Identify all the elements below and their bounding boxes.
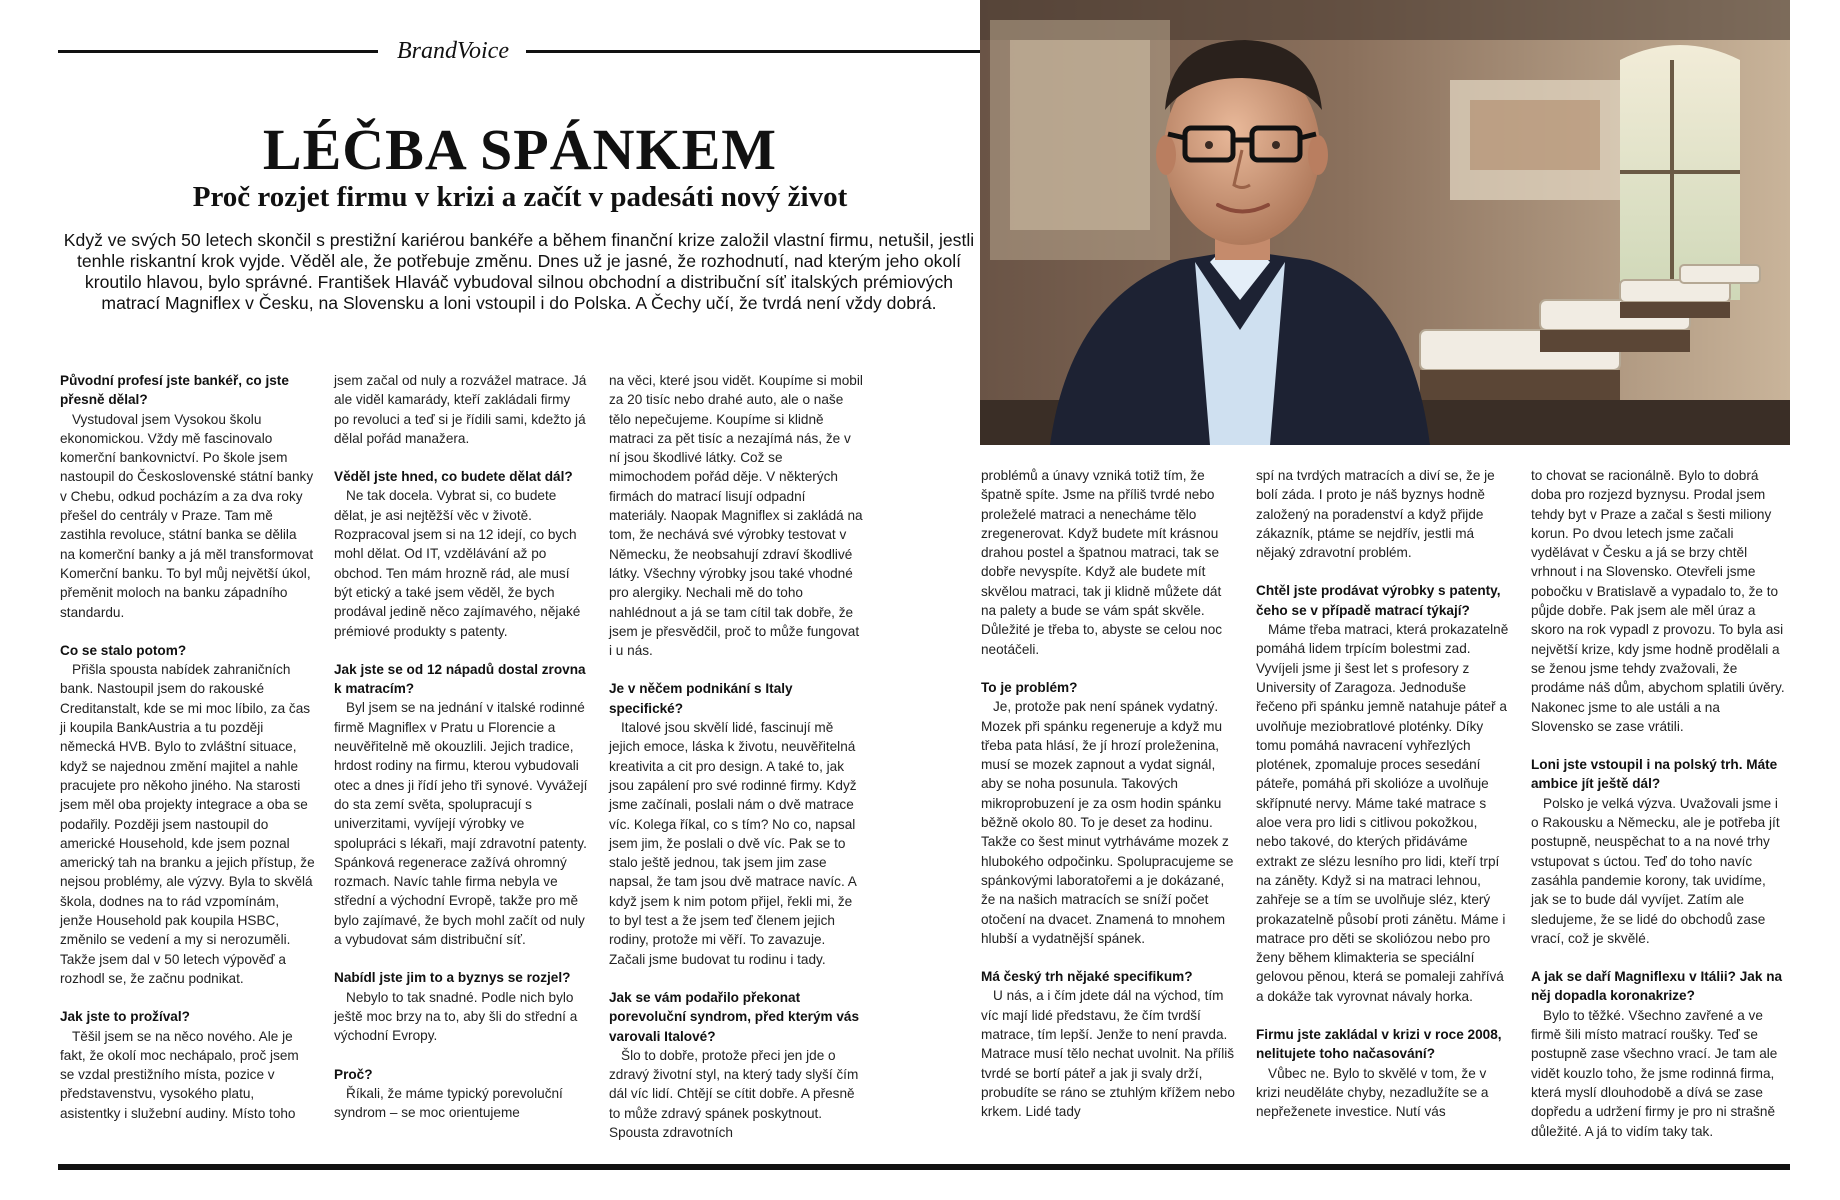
- answer-paragraph: spí na tvrdých matracích a diví se, že je bolí záda. I proto je náš byznys hodně založený na poradenství a když přijde zákazník, ptáme se nejdřív, jestli má nějaký zdravotní problém.: [1256, 468, 1495, 561]
- question-heading: Co se stalo potom?: [60, 642, 187, 658]
- question-heading: Jak jste to prožíval?: [60, 1009, 190, 1025]
- article-lead: Když ve svých 50 letech skončil s prestižní kariérou bankéře a během finanční krize založil vlastní firmu, netušil, jestli tenhle riskantní krok vyjde. Věděl ale, že potřebuje změnu. Dnes už je jasné, že rozhodnutí, nad kterým jeho okolí kroutilo hlavou, bylo správné. František Hlaváč vybudoval silnou obchodní a distribuční síť italských prémiových matrací Magniflex v Česku, na Slovensku a loni vstoupil i do Polska. A Čechy učí, že tvrdá není vždy dobrá.: [63, 230, 975, 313]
- answer-paragraph: Italové jsou skvělí lidé, fascinují mě jejich emoce, láska k životu, neuvěřitelná kreativita a cit pro design. A také to, jak jsou zapálení pro své rodinné firmy. Když jsme začínali, poslali nám o dvě matrace víc. Kolega říkal, co s tím? No co, napsal jsem jim, že poslali o dvě víc. Pak se to stalo ještě jednou, tak jsem jim zase napsal, že tam jsou dvě matrace navíc. A když jsem k nim potom přijel, řekli mi, že to byl test a že jsem teď členem jejich rodiny, protože mi věří. To zavazuje. Začali jsme budovat tu rodinu i tady.: [609, 720, 857, 967]
- answer-paragraph: Vystudoval jsem Vysokou školu ekonomickou. Vždy mě fascinovalo komerční bankovnictví. Po škole jsem nastoupil do Československé státní banky v Chebu, odkud pocházím a za dva roky přešel do centrály v Praze. Tam mě zastihla revoluce, státní banka se dělila na komerční banky a já měl transformovat Komerční banku. To byl můj největší úkol, přeměnit moloch na banku západního standardu.: [60, 411, 314, 620]
- answer-paragraph: Vůbec ne. Bylo to skvělé v tom, že v krizi neuděláte chyby, nezadlužíte se a nepřeženete investice. Nutí vás: [1256, 1065, 1489, 1120]
- text-column-2: [334, 371, 589, 1122]
- text-column-6: [1531, 466, 1786, 1141]
- question-heading: Chtěl jste prodávat výrobky s patenty, čeho se v případě matrací týkají?: [1256, 583, 1501, 618]
- question-heading: Věděl jste hned, co budete dělat dál?: [334, 469, 573, 485]
- answer-paragraph: Byl jsem se na jednání v italské rodinné firmě Magniflex v Pratu u Florencie a neuvěřitelně mě okouzlili. Jejich tradice, hrdost rodiny na firmu, kterou vybudovali otec a dnes ji řídí jeho tři synové. Vyvážejí do sta zemí světa, spolupracují s univerzitami, vyvíjejí výrobky ve spolupráci s lékaři, mají zdravotní patenty. Spánková regenerace zažívá ohromný rozmach. Navíc tahle firma nebyla ve střední a východní Evropě, takže pro mě bylo zajímavé, že bych mohl začít od nuly a vybudovat sám distribuční síť.: [334, 700, 588, 948]
- answer-paragraph: Ne tak docela. Vybrat si, co budete dělat, je asi nejtěžší věc v životě. Rozpracoval jsem si na 12 idejí, co bych mohl dělat. Od IT, vzdělávání až po obchod. Ten mám hrozně rád, ale musí být etický a také jsem věděl, že bych prodával jedině něco zajímavého, nějaké prémiové produkty s patenty.: [334, 488, 581, 639]
- question-heading: Loni jste vstoupil i na polský trh. Máte ambice jít ještě dál?: [1531, 757, 1778, 792]
- bottom-rule: [58, 1164, 1790, 1170]
- article-subtitle: Proč rozjet firmu v krizi a začít v padesáti nový život: [192, 181, 848, 213]
- question-heading: Firmu jste zakládal v krizi v roce 2008, nelitujete toho načasování?: [1256, 1027, 1502, 1062]
- brandvoice-label: BrandVoice: [397, 38, 509, 64]
- answer-paragraph: jsem začal od nuly a rozvážel matrace. Já ale viděl kamarády, kteří zakládali firmy po revoluci a teď si je řídili sami, kdežto já dělal pořád manažera.: [334, 373, 587, 446]
- question-heading: Původní profesí jste bankéř, co jste přesně dělal?: [60, 373, 289, 408]
- question-heading: Má český trh nějaké specifikum?: [981, 969, 1193, 985]
- portrait-photo: [980, 0, 1790, 445]
- answer-paragraph: Bylo to těžké. Všechno zavřené a ve firmě šili místo matrací roušky. Teď se postupně zase všechno vrací. Je tam ale vidět kouzlo toho, že jsme rodinná firma, která myslí dlouhodobě a dívá se zase dopředu a udržení firmy je pro ni strašně důležité. A já to vidím taky tak.: [1531, 1007, 1778, 1139]
- answer-paragraph: Šlo to dobře, protože přeci jen jde o zdravý životní styl, na který tady slyší čím dál víc lidí. Chtějí se cítit dobře. A přesně to může zdravý spánek poskytnout. Spousta zdravotních: [609, 1047, 859, 1140]
- text-column-1: [60, 371, 315, 1123]
- header-rule-left: [58, 50, 378, 53]
- answer-paragraph: Přišla spousta nabídek zahraničních bank. Nastoupil jsem do rakouské Creditanstalt, kde se mi moc líbilo, za čas ji koupila BankAustria a tu později německá HVB. Bylo to zvláštní situace, když se najednou změní majitel a nahle pracujete pro někoho jiného. Na starosti jsem měl oba projekty integrace a oba se podařily. Později jsem nastoupil do americké Household, kde jsem poznal americký tah na branku a jejich přístup, že nejsou problémy, ale výzvy. Byla to skvělá škola, dodnes na to rád vzpomínám, jenže Household pak koupila HSBC, změnilo se vedení a my si nerozuměli. Takže jsem dal v 50 letech výpověď a rozhodl se, že začnu podnikat.: [60, 662, 315, 986]
- answer-paragraph: Je, protože pak není spánek vydatný. Mozek při spánku regeneruje a když mu třeba pata hlásí, že jí hrozí proleženina, musí se mozek zapnout a vydat signál, aby se noha posunula. Takových mikroprobuzení je za osm hodin spánku běžně okolo 80. To je deset za hodinu. Takže co šest minut vytrháváme mozek z hlubokého odpočinku. Spolupracujeme se spánkovými laboratořemi a je dokázané, že na našich matracích se sníží počet otočení na dvacet. Znamená to mnohem hlubší a vydatnější spánek.: [981, 699, 1234, 946]
- answer-paragraph: problémů a únavy vzniká totiž tím, že špatně spíte. Jsme na příliš tvrdé nebo proleželé matraci a nenecháme tělo zregenerovat. Když budete mít krásnou drahou postel a špatnou matraci, tak se dobře nevyspíte. Když ale budete mít skvělou matraci, tak ji klidně můžete dát na palety a bude se vám spát skvěle. Důležité je třeba to, abyste se celou noc neotáčeli.: [981, 468, 1223, 657]
- question-heading: A jak se daří Magniflexu v Itálii? Jak na něj dopadla koronakrize?: [1531, 969, 1783, 1004]
- text-column-4: [981, 466, 1236, 1122]
- question-heading: Jak jste se od 12 nápadů dostal zrovna k matracím?: [334, 661, 586, 697]
- article-title: LÉČBA SPÁNKEM: [262, 117, 778, 182]
- question-heading: Nabídl jste jim to a byznys se rozjel?: [334, 970, 571, 986]
- question-heading: To je problém?: [981, 679, 1078, 695]
- question-heading: Proč?: [334, 1066, 373, 1082]
- answer-paragraph: na věci, které jsou vidět. Koupíme si mobil za 20 tisíc nebo drahé auto, ale o naše tělo nepečujeme. Koupíme si klidně matraci za pět tisíc a nezajímá nás, že v ní jsou škodlivé látky. Což se mimochodem pořád děje. V některých firmách do matrací lisují odpadní materiály. Naopak Magniflex si zakládá na tom, že nechává své výrobky testovat v Německu, že neobsahují zdraví škodlivé látky. Všechny výrobky jsou také vhodné pro alergiky. Nechali mě do toho nahlédnout a já se tam cítil tak dobře, že jsem je přesvědčil, proč to může fungovat i u nás.: [609, 373, 863, 659]
- answer-paragraph: Polsko je velká výzva. Uvažovali jsme i o Rakousku a Německu, ale je potřeba jít postupně, neuspěchat to a na nové trhy vstupovat s úctou. Teď do toho navíc zasáhla pandemie korony, tak uvidíme, jak se to bude dál vyvíjet. Zatím ale sledujeme, že se lidé do obchodů zase vrací, což je skvělé.: [1531, 795, 1780, 946]
- text-column-5: [1256, 466, 1511, 1122]
- answer-paragraph: U nás, a i čím jdete dál na východ, tím víc mají lidé představu, že čím tvrdší matrace, tím lepší. Jenže to není pravda. Matrace musí tělo nechat uvolnit. Na příliš tvrdé se bortí páteř a jak ji svaly drží, probudíte se ráno se ztuhlým křížem nebo krkem. Lidé tady: [981, 988, 1235, 1120]
- answer-paragraph: Nebylo to tak snadné. Podle nich bylo ještě moc brzy na to, aby šli do střední a východní Evropy.: [334, 989, 578, 1044]
- text-column-3: [609, 371, 864, 1142]
- header-rule-right: [526, 50, 980, 53]
- brandvoice-header: [58, 38, 980, 64]
- answer-paragraph: Těšil jsem se na něco nového. Ale je fakt, že okolí moc nechápalo, proč jsem se vzdal prestižního místa, pozice v představenstvu, vysokého platu, asistentky i služební audiny. Místo toho: [60, 1028, 299, 1121]
- answer-paragraph: to chovat se racionálně. Bylo to dobrá doba pro rozjezd byznysu. Prodal jsem tehdy byt v Praze a začal s šesti miliony korun. Po dvou letech jsme začali vydělávat v Česku a já se brzy chtěl vrhnout i na Slovensko. Otevřeli jsme pobočku v Bratislavě a vypadalo to, že to půjde dobře. Pak jsem ale měl úraz a skoro na rok vypadl z provozu. To byla asi největší krize, kdy jsme hodně prodělali a se ženou jsme tehdy zvažovali, že prodáme náš dům, abychom splatili úvěry. Nakonec jsme to ale ustáli a na Slovensko se zase vrátili.: [1531, 468, 1785, 734]
- answer-paragraph: Říkali, že máme typický porevoluční syndrom – se moc orientujeme: [334, 1085, 563, 1121]
- question-heading: Jak se vám podařilo překonat porevoluční syndrom, před kterým vás varovali Italové?: [609, 989, 860, 1044]
- question-heading: Je v něčem podnikání s Italy specifické?: [609, 681, 793, 716]
- answer-paragraph: Máme třeba matraci, která prokazatelně pomáhá lidem trpícím bolestmi zad. Vyvíjeli jsme ji šest let s profesory z University of Zaragoza. Jednoduše řečeno při spánku jemně natahuje páteř a uvolňuje meziobratlové ploténky. Díky tomu pomáhá navracení vyhřezlých plotének, zpomaluje proces sesedání páteře, pomáhá při skolióze a uvolňuje skřípnuté nervy. Máme také matrace s aloe vera pro lidi s citlivou pokožkou, nebo takové, do kterých přidáváme extrakt ze slézu lesního pro lidi, kteří trpí na záněty. Když si na matraci lehnou, zahřeje se a tím se uvolňuje sléz, který prokazatelně působí proti zánětu. Máme i matrace pro děti se skoliózou nebo pro ženy během klimakteria se speciální gelovou pěnou, která se pomaleji zahřívá a dokáže tak vyrovnat návaly horka.: [1256, 622, 1509, 1004]
